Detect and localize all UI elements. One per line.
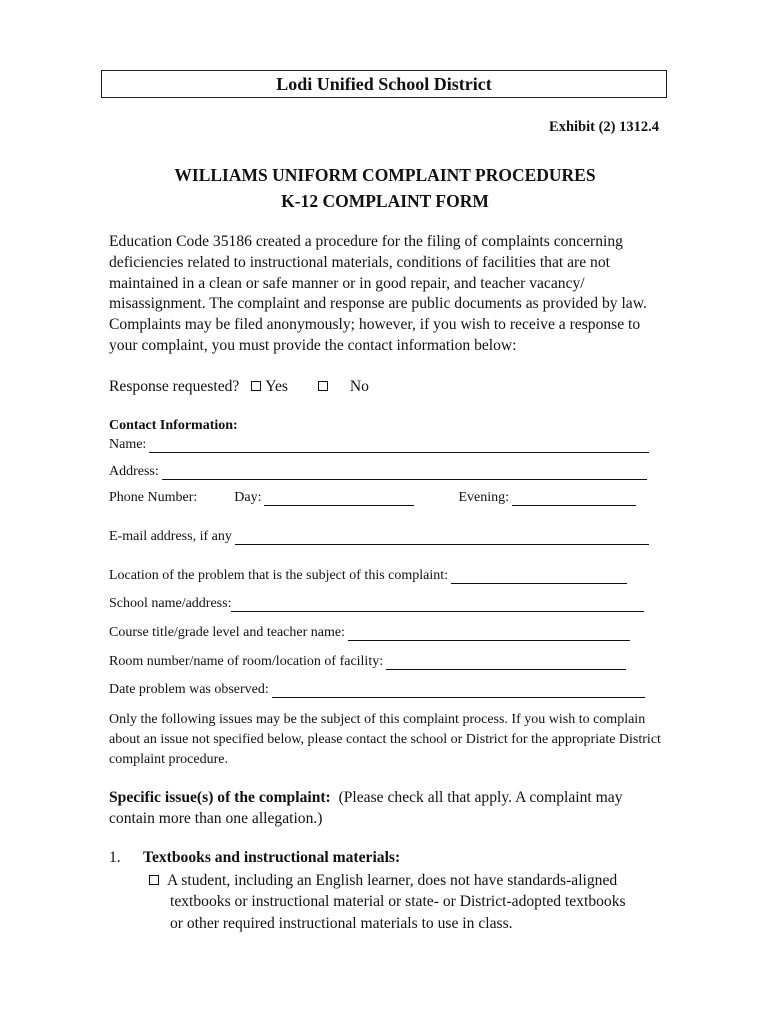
option-line-1: A student, including an English learner, does not have standards-aligned (167, 872, 618, 889)
school-row (109, 596, 644, 612)
date-field[interactable] (272, 685, 645, 698)
option-line-2: textbooks or instructional material or state- or District-adopted textbooks (170, 893, 626, 911)
address-label: Address: (109, 464, 159, 479)
school-field[interactable] (231, 599, 644, 612)
yes-label: Yes (265, 378, 288, 395)
course-field[interactable] (348, 628, 630, 641)
room-label: Room number/name of room/location of facility: (109, 654, 384, 669)
email-row (109, 529, 649, 545)
no-checkbox[interactable] (318, 381, 328, 391)
date-label: Date problem was observed: (109, 682, 269, 697)
school-label: School name/address: (109, 596, 232, 611)
location-field[interactable] (451, 571, 627, 584)
item-title: Textbooks and instructional materials: (143, 849, 401, 866)
response-requested-row (109, 377, 369, 397)
room-row (109, 654, 626, 670)
course-row (109, 625, 630, 641)
day-phone-field[interactable] (264, 493, 414, 506)
name-row (109, 437, 649, 453)
form-title: WILLIAMS UNIFORM COMPLAINT PROCEDURES (174, 165, 596, 185)
email-field[interactable] (235, 532, 649, 545)
item-option (149, 870, 669, 934)
specific-issues-paragraph (109, 787, 669, 829)
specific-text: (Please check all that apply. A complaint may contain more than one allegation.) (109, 789, 623, 827)
address-row (109, 464, 647, 480)
course-label: Course title/grade level and teacher name: (109, 625, 345, 640)
district-header: Lodi Unified School District (101, 70, 667, 98)
email-label: E-mail address, if any (109, 529, 232, 544)
room-field[interactable] (386, 657, 626, 670)
phone-row (109, 490, 636, 506)
item-number: 1. (109, 849, 121, 866)
day-label: Day: (234, 490, 262, 505)
location-row (109, 568, 627, 584)
contact-heading: Contact Information: (109, 418, 238, 433)
evening-label: Evening: (458, 490, 510, 505)
name-label: Name: (109, 437, 147, 452)
evening-phone-field[interactable] (512, 493, 636, 506)
textbooks-checkbox[interactable] (149, 875, 159, 885)
form-subtitle: K-12 COMPLAINT FORM (281, 191, 489, 211)
intro-paragraph: Education Code 35186 created a procedure for the filing of complaints concerning deficiencies related to instructional materials, conditions of facilities that are not maintained in a clean or safe manner or in good repair, and teacher vacancy/ misassignment. The complaint and response are public documents as provided by law. Complaints may be filed anonymously; however, if you wish to receive a response to your complaint, you must provide the contact information below: (109, 233, 647, 354)
phone-label: Phone Number: (109, 490, 198, 505)
exhibit-number: Exhibit (2) 1312.4 (549, 119, 659, 135)
address-field[interactable] (162, 467, 647, 480)
notice-paragraph: Only the following issues may be the subject of this complaint process. If you wish to complain about an issue not specified below, please contact the school or District for the appropriate District complaint procedure. (109, 712, 661, 767)
response-label: Response requested? (109, 378, 240, 395)
specific-heading: Specific issue(s) of the complaint: (109, 789, 331, 806)
location-label: Location of the problem that is the subject of this complaint: (109, 568, 449, 583)
name-field[interactable] (149, 440, 649, 453)
date-row (109, 682, 645, 698)
no-label: No (349, 378, 369, 395)
option-line-3: or other required instructional materials to use in class. (170, 914, 513, 932)
yes-checkbox[interactable] (251, 381, 261, 391)
